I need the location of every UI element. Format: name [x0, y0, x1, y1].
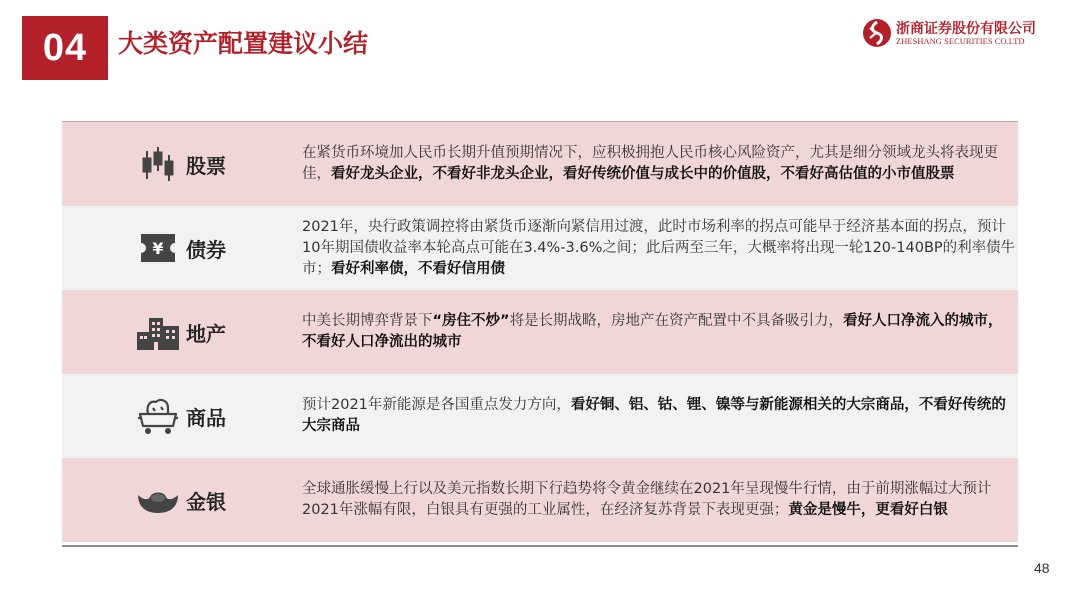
table-row-commodities	[62, 374, 1018, 458]
table-row-gold-silver	[62, 458, 1018, 542]
candlestick-icon	[132, 143, 184, 185]
category-cell	[62, 143, 300, 185]
category-cell	[62, 395, 300, 437]
table-bottom-border	[62, 545, 1018, 547]
yen-bond-icon	[132, 227, 184, 269]
logo-name-en: ZHESHANG SECURITIES CO.LTD	[896, 37, 1025, 46]
row-description	[302, 311, 1016, 353]
body-text: 2021年，央行政策调控将由紧货币逐渐向紧信用过渡，此时市场利率的拐点可能早于经济基本面的拐点，预计10年期国债收益率本轮高点可能在3.4%-3.6%之间；此后两至三年，大概率将出现一轮120-140BP的利率债牛市；	[302, 218, 1016, 277]
category-cell	[62, 227, 300, 269]
emphasis-text: 看好利率债，不看好信用债	[331, 260, 505, 277]
category-cell	[62, 311, 300, 353]
body-text: 在紧货币环境加人民币长期升值预期情况下，应积极拥抱人民币核心风险资产，尤其是细分领域龙头将表现更佳，	[302, 145, 998, 182]
category-cell	[62, 479, 300, 521]
row-description	[302, 395, 1016, 437]
category-label: 股票	[186, 153, 226, 178]
category-label: 地产	[186, 321, 226, 346]
body-text: 中美长期博弈背景下	[302, 313, 433, 329]
buildings-icon	[132, 311, 184, 353]
page-number: 48	[1034, 560, 1050, 576]
category-label: 金银	[186, 489, 226, 514]
row-description	[302, 143, 1016, 185]
row-description	[302, 217, 1016, 280]
company-logo	[862, 18, 1062, 50]
page-title: 大类资产配置建议小结	[118, 29, 369, 58]
emphasis-text: 黄金是慢牛，更看好白银	[788, 502, 948, 518]
cart-goods-icon	[132, 395, 184, 437]
emphasis-text: “房住不炒”	[432, 313, 510, 329]
section-number-badge	[22, 16, 108, 80]
body-text: 预计2021年新能源是各国重点发力方向，	[302, 397, 571, 413]
emphasis-text: 看好铜、铝、钴、锂、镍等与新能源相关的大宗商品，不看好传统的大宗商品	[302, 397, 1006, 434]
gold-ingot-icon	[132, 479, 184, 521]
section-number: 04	[42, 26, 88, 69]
category-label: 债券	[186, 237, 226, 262]
table-row-real-estate	[62, 290, 1018, 374]
emphasis-text: 看好人口净流入的城市，不看好人口净流出的城市	[302, 313, 1003, 350]
body-text: 将是长期战略，房地产在资产配置中不具备吸引力，	[509, 313, 844, 329]
emphasis-text: 看好龙头企业，不看好非龙头企业，看好传统价值与成长中的价值股，不看好高估值的小市值股票	[331, 166, 955, 182]
category-label: 商品	[186, 405, 226, 430]
logo-name-cn: 浙商证券股份有限公司	[896, 21, 1036, 37]
table-row-stocks	[62, 122, 1018, 206]
row-description	[302, 479, 1016, 521]
table-row-bonds	[62, 206, 1018, 290]
asset-allocation-table	[62, 122, 1018, 542]
svg-text:¥: ¥	[152, 239, 164, 258]
zheshang-logo-icon	[862, 18, 892, 48]
body-text: 全球通胀缓慢上行以及美元指数长期下行趋势将令黄金继续在2021年呈现慢牛行情，由于前期涨幅过大预计2021年涨幅有限，白银具有更强的工业属性，在经济复苏背景下表现更强；	[302, 481, 992, 518]
